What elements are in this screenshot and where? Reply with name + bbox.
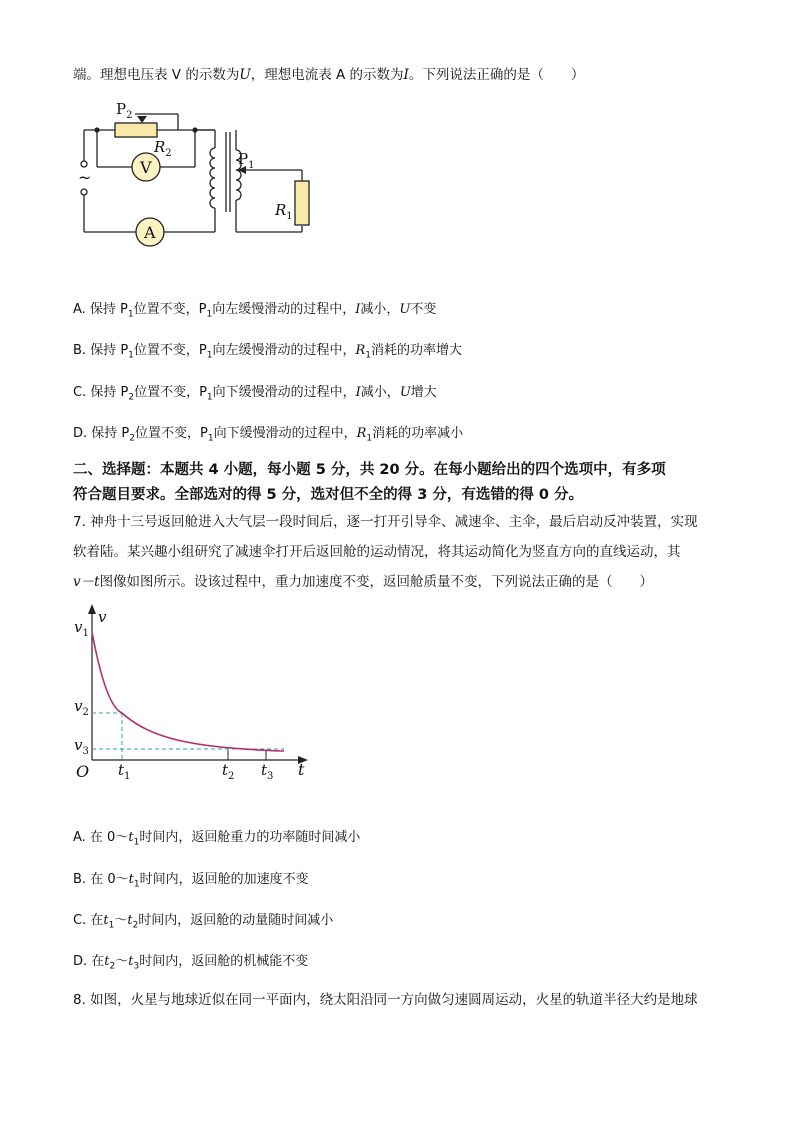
q6-option-b: B. 保持 $P_1$位置不变，$P_1$向左缓慢滑动的过程中，$R_1$消耗的功率增大 [73,343,463,361]
t1-label: $t_1$ [118,761,131,782]
var-i: I [403,67,409,83]
q7-stem-line3: v－t图像如图所示。设该过程中，重力加速度不变，返回舱质量不变，下列说法正确的是（ ） [73,574,654,590]
velocity-curve [92,632,284,751]
q6-option-d: D. 保持 $P_2$位置不变，$P_1$向下缓慢滑动的过程中，$R_1$消耗的功率减小 [73,426,464,444]
q6-option-c: C. 保持 $P_2$位置不变，$P_1$向下缓慢滑动的过程中，I减小，U增大 [73,385,437,403]
circuit-diagram [70,92,330,252]
var-u: U [239,67,251,83]
r1-label: $R_1$ [275,201,293,222]
q7-option-a: A. 在 $0\sim t_1$时间内，返回舱重力的功率随时间减小 [73,830,361,848]
t2-label: $t_2$ [222,761,235,782]
origin-label: O [76,762,90,781]
q6-option-a: A. 保持 $P_1$位置不变，$P_1$向左缓慢滑动的过程中，I减小，U不变 [73,302,437,320]
v2-label: $v_2$ [74,697,89,718]
ammeter-label: A [144,223,156,242]
section2-heading-line1: 二、选择题：本题共 4 小题，每小题 5 分，共 20 分。在每小题给出的四个选项中，有多项 [73,462,666,478]
q7-option-c: C. 在$t_1\sim t_2$时间内，返回舱的动量随时间减小 [73,913,334,931]
v-axis-label: v [98,608,107,626]
v1-label: $v_1$ [74,618,89,639]
r2-label: $R_2$ [154,138,172,159]
q6-stem: 端。理想电压表 V 的示数为U，理想电流表 A 的示数为I。下列说法正确的是（ ） [73,67,585,83]
voltmeter-label: V [140,158,152,177]
vt-graph [70,600,320,790]
q7-option-b: B. 在 $0\sim t_1$时间内，返回舱的加速度不变 [73,872,309,890]
q7-stem-line2: 软着陆。某兴趣小组研究了减速伞打开后返回舱的运动情况，将其运动简化为竖直方向的直线运动，其 [73,544,681,560]
v3-label: $v_3$ [74,736,89,757]
q7-option-d: D. 在$t_2\sim t_3$时间内，返回舱的机械能不变 [73,954,309,972]
q8-stem-line1: 8. 如图，火星与地球近似在同一平面内，绕太阳沿同一方向做匀速圆周运动，火星的轨道半径大约是地球 [73,992,698,1008]
t3-label: $t_3$ [261,761,274,782]
t-axis-label: t [298,760,305,779]
ac-source-symbol: ~ [78,168,92,187]
p2-label: $P_2$ [116,100,133,121]
p1-label: $P_1$ [238,150,255,171]
section2-heading-line2: 符合题目要求。全部选对的得 5 分，选对但不全的得 3 分，有选错的得 0 分。 [73,487,584,503]
q7-stem-line1: 7. 神舟十三号返回舱进入大气层一段时间后，逐一打开引导伞、减速伞、主伞，最后启动反冲装置，实现 [73,514,698,530]
